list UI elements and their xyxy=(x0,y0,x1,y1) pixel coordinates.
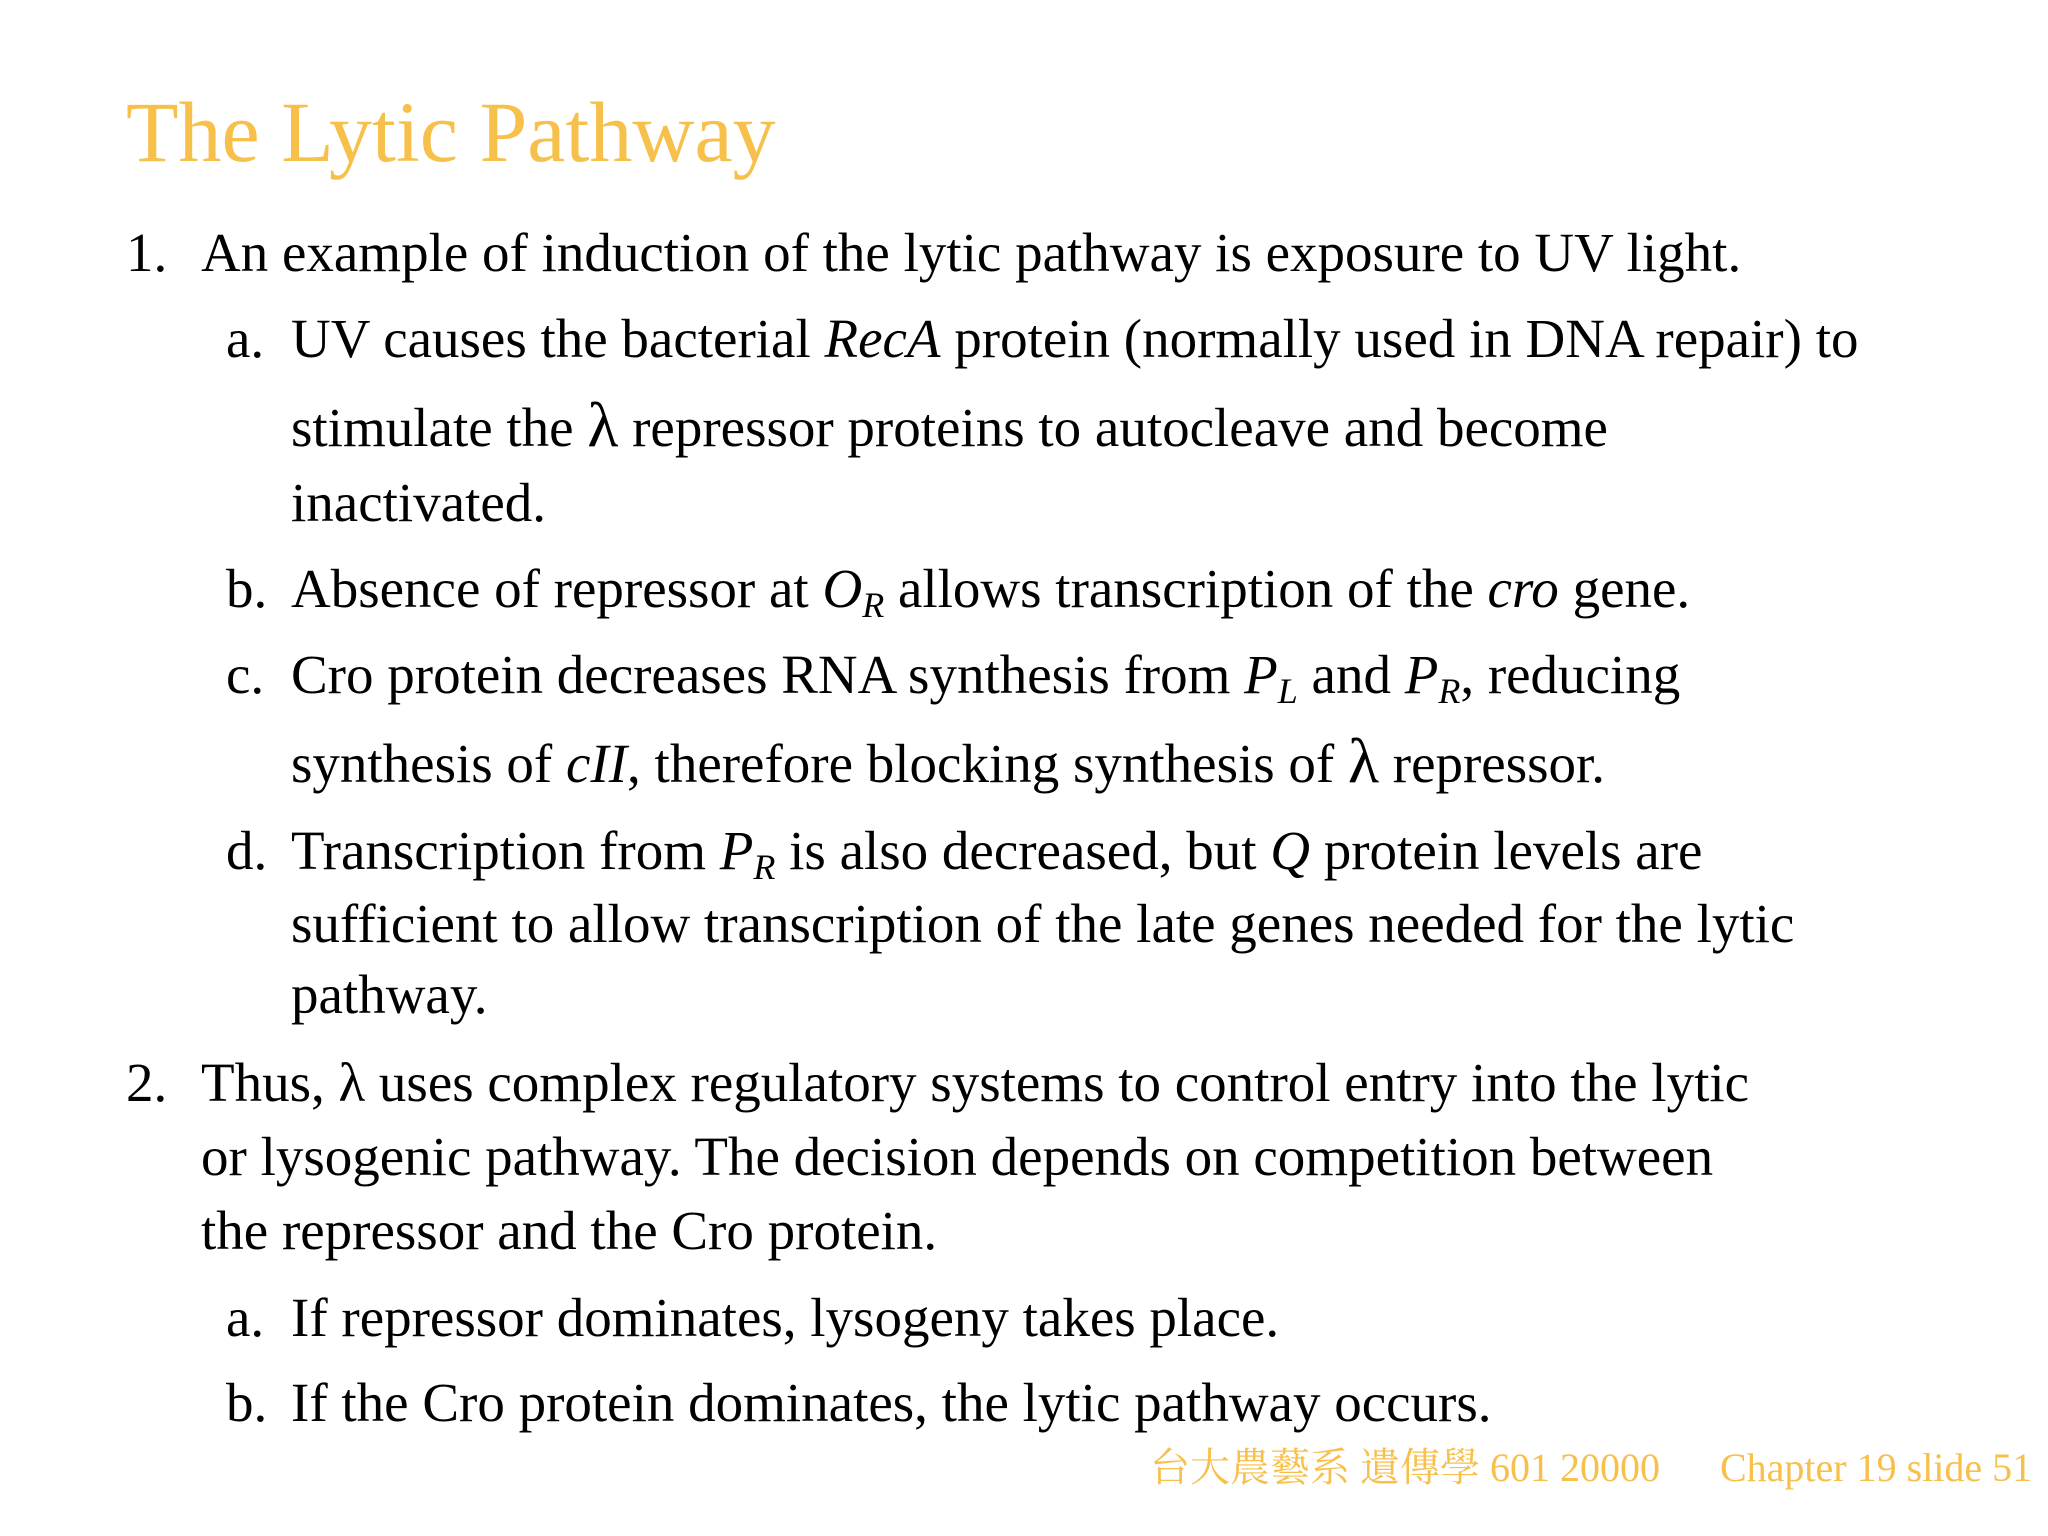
item-1a-line2-pre: stimulate the xyxy=(291,397,588,458)
item-2b-text: If the Cro protein dominates, the lytic pathway occurs. xyxy=(291,1372,1492,1433)
item-1a-line2-post: repressor proteins to autocleave and become xyxy=(618,397,1608,458)
item-1c-line2-mid: , therefore blocking synthesis of xyxy=(627,733,1348,794)
item-1c-line-1 xyxy=(291,642,1681,711)
list-marker-1d: d. xyxy=(226,820,268,881)
item-1d-pre: Transcription from xyxy=(291,820,720,881)
item-1b-post: gene. xyxy=(1558,558,1691,619)
list-marker-1: 1. xyxy=(126,222,168,283)
item-2-pre: Thus, xyxy=(201,1052,339,1113)
footer-course: 台大農藝系 遺傳學 601 20000 xyxy=(1150,1445,1660,1490)
item-1a-text-pre: UV causes the bacterial xyxy=(291,308,825,369)
item-1b-pre: Absence of repressor at xyxy=(291,558,823,619)
operator-term: O xyxy=(822,558,863,619)
operator-subscript: R xyxy=(862,585,885,625)
item-1c-post: , reducing xyxy=(1460,644,1681,705)
slide-title: The Lytic Pathway xyxy=(126,84,776,180)
lambda-symbol: λ xyxy=(1347,725,1380,796)
promoter-pr-subscript: R xyxy=(753,847,776,887)
item-2a-text: If repressor dominates, lysogeny takes place. xyxy=(291,1287,1280,1348)
item-2-line-1 xyxy=(201,1050,1749,1116)
cro-gene-term: cro xyxy=(1487,558,1559,619)
item-1b-mid: allows transcription of the xyxy=(884,558,1488,619)
promoter-pl-term: P xyxy=(1244,644,1278,705)
footer-slide-ref: Chapter 19 slide 51 xyxy=(1720,1445,2033,1490)
item-1a-line-2 xyxy=(291,389,1608,461)
item-1d-mid: is also decreased, but xyxy=(775,820,1271,881)
promoter-pl-subscript: L xyxy=(1277,671,1298,711)
cii-gene-term: cII xyxy=(566,733,628,794)
item-1c-and: and xyxy=(1297,644,1405,705)
lambda-symbol: λ xyxy=(338,1052,366,1113)
item-1d-post: protein levels are xyxy=(1309,820,1703,881)
promoter-pr-subscript: R xyxy=(1438,671,1461,711)
list-marker-1a: a. xyxy=(226,308,265,369)
item-1c-line-2 xyxy=(291,725,1606,797)
list-marker-2a: a. xyxy=(226,1287,265,1348)
item-1-text: An example of induction of the lytic pathway is exposure to UV light. xyxy=(201,222,1742,283)
promoter-pr-term: P xyxy=(1404,644,1439,705)
list-marker-1c: c. xyxy=(226,644,265,705)
item-1d-line-2: sufficient to allow transcription of the late genes needed for the lytic xyxy=(291,893,1795,954)
item-1c-line2-pre: synthesis of xyxy=(291,733,566,794)
item-2-line-3: the repressor and the Cro protein. xyxy=(201,1200,938,1261)
list-marker-2b: b. xyxy=(226,1372,268,1433)
list-marker-2: 2. xyxy=(126,1052,168,1113)
item-1a-line-1 xyxy=(291,306,1858,372)
item-1a-line-3: inactivated. xyxy=(291,472,547,533)
list-marker-1b: b. xyxy=(226,558,268,619)
lambda-symbol: λ xyxy=(587,389,619,460)
reca-term: RecA xyxy=(824,308,941,369)
item-1d-line-1 xyxy=(291,818,1703,887)
item-2-post: uses complex regulatory systems to control entry into the lytic xyxy=(365,1052,1750,1113)
q-protein-term: Q xyxy=(1270,820,1310,881)
item-1b-line xyxy=(291,556,1691,625)
item-1c-line2-post: repressor. xyxy=(1379,733,1606,794)
item-1a-text-post: protein (normally used in DNA repair) to xyxy=(940,308,1859,369)
item-2-line-2: or lysogenic pathway. The decision depends on competition between xyxy=(201,1126,1714,1187)
item-1d-line-3: pathway. xyxy=(291,964,488,1025)
promoter-pr-term: P xyxy=(719,820,754,881)
item-1c-pre: Cro protein decreases RNA synthesis from xyxy=(291,644,1245,705)
